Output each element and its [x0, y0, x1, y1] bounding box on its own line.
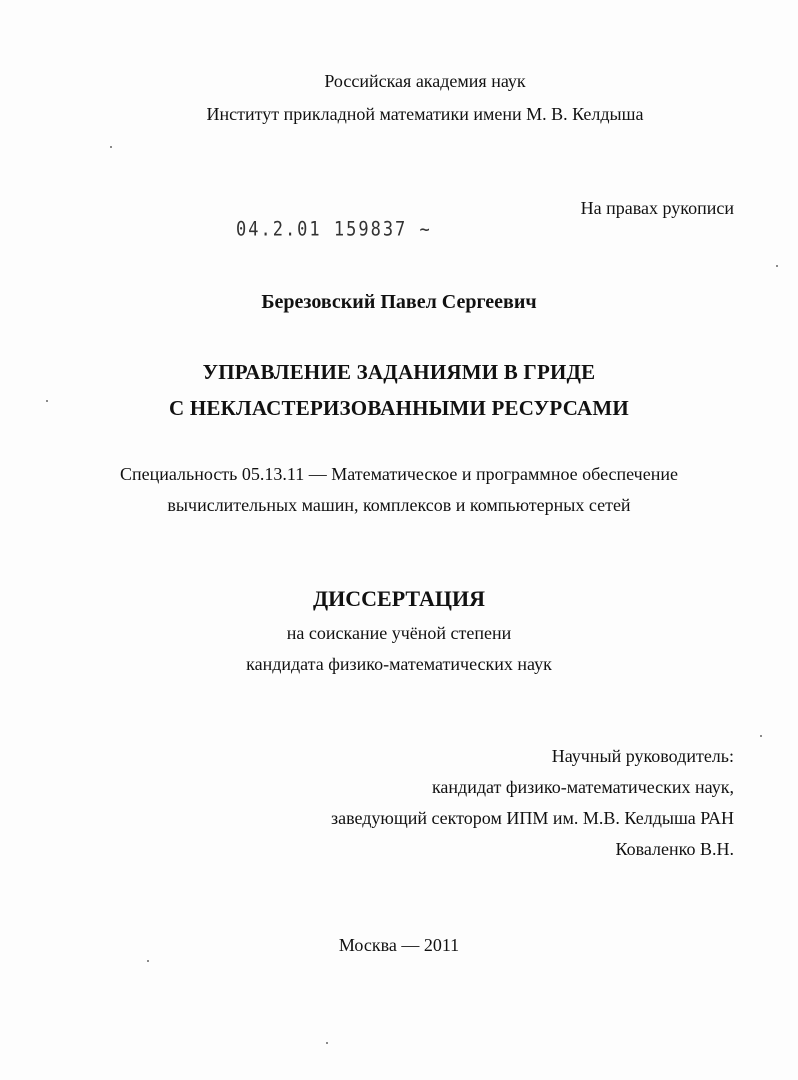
scan-speck	[110, 146, 112, 148]
archive-stamp-number: 04.2.01 159837 ~	[236, 218, 432, 241]
dissertation-heading: ДИССЕРТАЦИЯ	[313, 586, 485, 611]
institute-name: Институт прикладной математики имени М. В. Келдыша	[206, 104, 644, 124]
city-year: Москва — 2011	[338, 935, 460, 955]
author-name: Березовский Павел Сергеевич	[261, 291, 537, 313]
supervisor-position: заведующий сектором ИПМ им. М.В. Келдыша РАН	[331, 808, 734, 828]
specialty-line-1: Специальность 05.13.11 — Математическое и программное обеспечение	[120, 464, 678, 484]
title-line-2: С НЕКЛАСТЕРИЗОВАННЫМИ РЕСУРСАМИ	[169, 396, 629, 420]
scan-speck	[46, 400, 48, 402]
supervisor-label: Научный руководитель:	[551, 746, 734, 766]
supervisor-name: Коваленко В.Н.	[615, 839, 734, 859]
supervisor-degree: кандидат физико-математических наук,	[431, 777, 734, 797]
specialty-line-2: вычислительных машин, комплексов и компьютерных сетей	[167, 495, 631, 515]
title-line-1: УПРАВЛЕНИЕ ЗАДАНИЯМИ В ГРИДЕ	[202, 360, 596, 384]
academy-name: Российская академия наук	[324, 71, 526, 91]
scan-speck	[326, 1042, 328, 1044]
degree-line-1: на соискание учёной степени	[286, 623, 512, 643]
scan-speck	[760, 735, 762, 737]
degree-line-2: кандидата физико-математических наук	[246, 654, 552, 674]
rights-note: На правах рукописи	[580, 198, 734, 218]
scan-speck	[147, 960, 149, 962]
scan-speck	[776, 265, 778, 267]
